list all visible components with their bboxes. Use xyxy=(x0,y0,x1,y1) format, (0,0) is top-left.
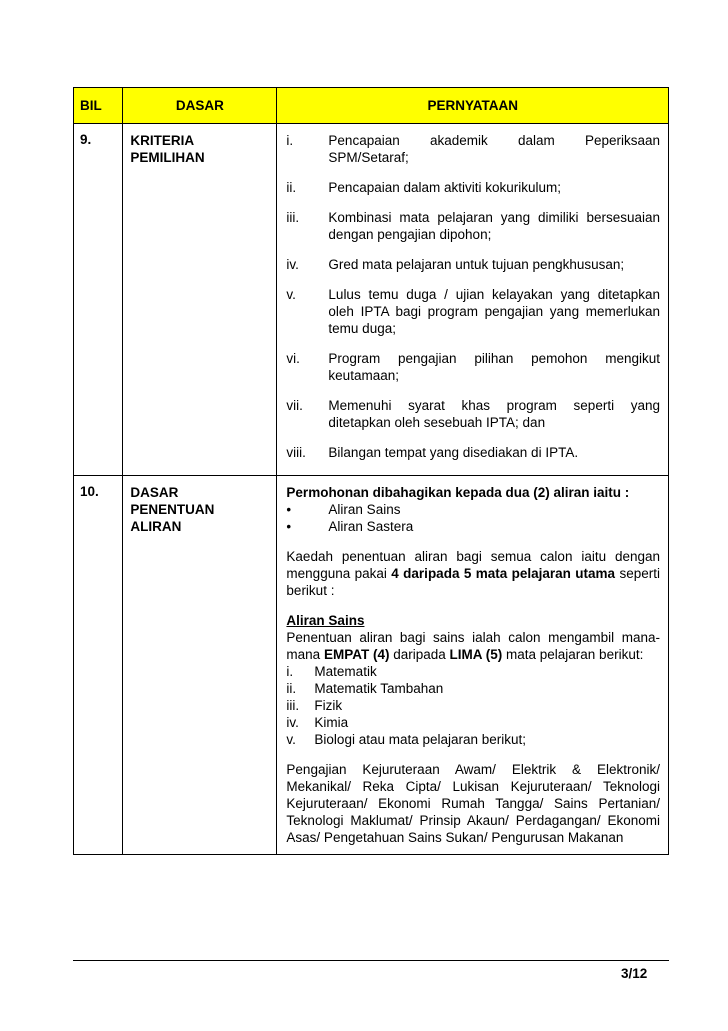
list-item-text: Pencapaian akademik dalam Peperiksaan SPM/Setaraf; xyxy=(328,133,660,165)
bullet-icon: • xyxy=(286,519,292,534)
list-item: ii. Matematik Tambahan xyxy=(286,681,444,696)
list-item xyxy=(286,209,660,243)
header-pernyataan: PERNYATAAN xyxy=(277,88,669,124)
footer-divider xyxy=(73,960,669,961)
list-item-text: Lulus temu duga / ujian kelayakan yang ditetapkan oleh IPTA bagi program pengajian yang memerlukan temu duga; xyxy=(328,287,660,336)
row10-dasar xyxy=(123,476,277,855)
row9-pernyataan xyxy=(277,124,669,476)
list-item: i. Matematik xyxy=(286,664,377,679)
row9-bil: 9. xyxy=(74,124,123,476)
list-item-text: Gred mata pelajaran untuk tujuan pengkhususan; xyxy=(328,257,625,272)
aliran-intro: Permohonan dibahagikan kepada dua (2) aliran iaitu : xyxy=(286,485,630,500)
bullet-text: Aliran Sains xyxy=(328,502,401,517)
list-item-number: viii. xyxy=(286,445,306,460)
list-item-text: Bilangan tempat yang disediakan di IPTA. xyxy=(328,445,579,460)
list-item: iii. Fizik xyxy=(286,698,343,713)
row10-dasar-line2: PENENTUAN xyxy=(130,502,215,517)
list-item xyxy=(286,132,660,166)
list-item-text: Program pengajian pilihan pemohon mengikut keutamaan; xyxy=(328,351,660,383)
row10-dasar-line1: DASAR xyxy=(130,485,179,500)
list-item-number: vi. xyxy=(286,351,300,366)
list-item-text: Kombinasi mata pelajaran yang dimiliki bersesuaian dengan pengajian dipohon; xyxy=(328,210,660,242)
row9-dasar-line1: KRITERIA xyxy=(130,133,195,148)
pengajian-paragraph: Pengajian Kejuruteraan Awam/ Elektrik & Elektronik/ Mekanikal/ Reka Cipta/ Lukisan Kejuruteraan/ Teknologi Kejuruteraan/ Ekonomi Rumah Tangga/ Sains Pertanian/ Teknologi Maklumat/ Prinsip Akaun/ Perdagangan/ Ekonomi Asas/ Pengetahuan Sains Sukan/ Pengurusan Makanan xyxy=(286,762,660,845)
list-item-number: ii. xyxy=(286,180,297,195)
row9-dasar-line2: PEMILIHAN xyxy=(130,150,205,165)
list-item: iv. Kimia xyxy=(286,715,349,730)
header-bil: BIL xyxy=(74,88,123,124)
row10-bil: 10. xyxy=(74,476,123,855)
list-item-text: Pencapaian dalam aktiviti kokurikulum; xyxy=(328,180,562,195)
list-item: v. Biologi atau mata pelajaran berikut; xyxy=(286,732,527,747)
bullet-icon: • xyxy=(286,502,292,517)
list-item-number: vii. xyxy=(286,398,303,413)
list-item xyxy=(286,286,660,337)
list-item xyxy=(286,518,660,535)
bullet-text: Aliran Sastera xyxy=(328,519,414,534)
list-item xyxy=(286,444,660,461)
list-item-number: iv. xyxy=(286,257,299,272)
row10-dasar-line3: ALIRAN xyxy=(130,519,182,534)
list-item-number: i. xyxy=(286,133,294,148)
list-item xyxy=(286,256,660,273)
list-item-number: v. xyxy=(286,287,296,302)
kaedah-paragraph: Kaedah penentuan aliran bagi semua calon iaitu dengan mengguna pakai 4 daripada 5 mata pelajaran utama seperti berikut : xyxy=(286,549,660,598)
aliran-sains-title: Aliran Sains xyxy=(286,613,365,628)
list-item-number: iii. xyxy=(286,210,300,225)
table-row xyxy=(74,124,669,476)
list-item-text: Memenuhi syarat khas program seperti yang ditetapkan oleh sesebuah IPTA; dan xyxy=(328,398,660,430)
header-dasar: DASAR xyxy=(123,88,277,124)
page-number: 3/12 xyxy=(621,966,648,981)
row9-dasar xyxy=(123,124,277,476)
sains-paragraph: Penentuan aliran bagi sains ialah calon mengambil mana-mana EMPAT (4) daripada LIMA (5) mata pelajaran berikut: xyxy=(286,630,660,662)
list-item xyxy=(286,501,660,518)
list-item xyxy=(286,397,660,431)
list-item xyxy=(286,350,660,384)
row10-pernyataan xyxy=(277,476,669,855)
table-row xyxy=(74,476,669,855)
criteria-table xyxy=(73,87,669,855)
list-item xyxy=(286,179,660,196)
table-header-row xyxy=(74,88,669,124)
